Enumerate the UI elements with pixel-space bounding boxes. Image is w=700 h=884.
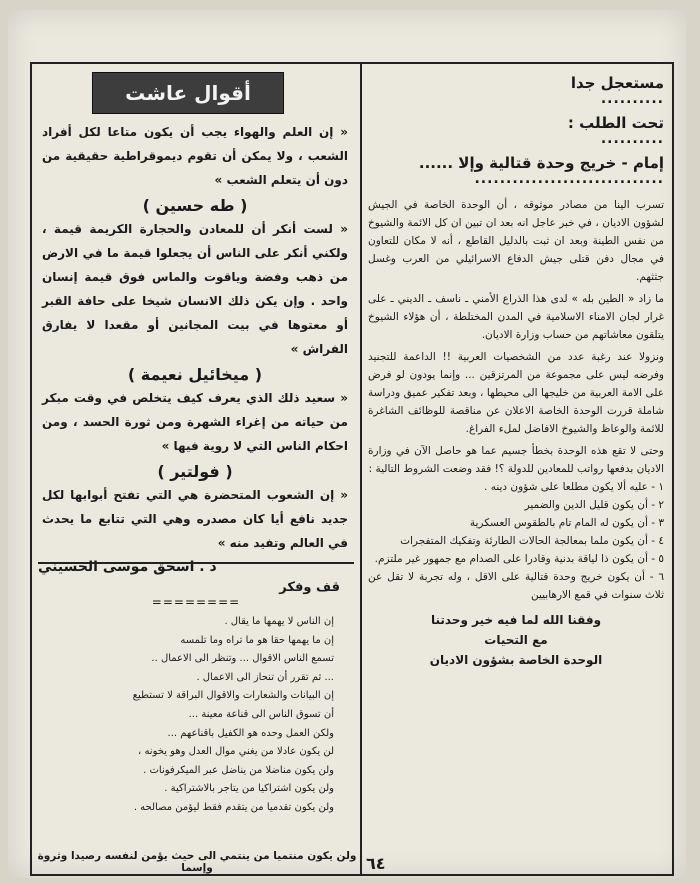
poem-line: إن ما يهمها حقا هو ما تراه وما تلمسه <box>180 634 334 646</box>
quote-voltaire: « سعيد ذلك الذي يعرف كيف يتخلص في وقت مبكر من حياته من إغراء الشهرة ومن ثورة الحسد ، ومن احكام الناس التي لا روية فيها » <box>42 391 348 453</box>
closing-wish: وفقنا الله لما فيه خير وحدتنا <box>430 613 602 627</box>
dots-2: .......... <box>600 131 664 147</box>
condition-4: ٤ - أن يكون ملما بمعالجة الحالات الطارئة وتفكيك المتفجرات <box>400 535 664 547</box>
poem-line: إن الناس لا يهمها ما يقال . <box>224 616 334 627</box>
quotes-banner: أقوال عاشت <box>92 72 284 114</box>
quote-mikhail-naimy: « لست أنكر أن للمعادن والحجارة الكريمة قيمة ، ولكني أنكر على الناس أن يجعلوا قيمة ما في الارض من ذهب وفضة وياقوت والماس فوق قيمة إنسان واحد . وإن يكن ذلك الانسان شيخا على حافة القبر أو معتوها في بيت المجانين أو مقعدا لا يفارق الفراش » <box>42 222 348 356</box>
author-mikhail-naimy: ( ميخائيل نعيمة ) <box>127 365 263 384</box>
poem-line: ولن يكون مناضلا من يناضل عبر الميكرفونات . <box>143 764 334 776</box>
magazine-page <box>8 10 686 878</box>
poem-line: ولن يكون اشتراكيا من يتاجر بالاشتراكية . <box>164 783 334 795</box>
poem-line: أن تسوق الناس الى قناعة معينة ... <box>188 708 334 720</box>
condition-3: ٣ - أن يكون له المام تام بالطقوس العسكرية <box>469 517 664 529</box>
think-box <box>32 574 360 818</box>
closing-regards: مع التحيات <box>484 633 548 647</box>
paragraph-2: ما زاد « الطين بله » لدى هذا الذراع الأمني ـ ناسف ـ الديني ـ على غرار لجان الامناء الاسلامية في المدن المختلطة ، أن هؤلاء الشيوخ يتلقون معاشاتهم من حساب وزارة الاديان. <box>368 293 664 341</box>
quote-husseini: « إن الشعوب المتحضرة هي التي تفتح أبوابها لكل جديد نافع أيا كان مصدره وهي التي تتابع ما يحدث في العالم وتفيد منه » <box>42 488 348 550</box>
paragraph-4: وحتى لا تقع هذه الوحدة بخطأ جسيم عما هو حاصل الآن في وزارة الاديان بدفعها رواتب للمعادين للدولة ؟! فقد وضعت الشروط التالية : <box>368 445 664 475</box>
poem-title: قف وفكر <box>279 580 340 595</box>
condition-1: ١ - عليه ألا يكون مطلعا على شؤون دينه . <box>484 481 664 493</box>
quote-taha-hussein: « إن العلم والهواء يجب أن يكون متاعا لكل أفراد الشعب ، ولا يمكن أن تقوم ديموقراطية حقيقية من دون أن يتعلم الشعب » <box>42 125 348 187</box>
poem-line: لن يكون عادلا من يغني موال العدل وهو يخونه ، <box>138 746 334 758</box>
poem-last-line: ولن يكون منتميا من ينتمي الى حيث يؤمن لنفسه رصيدا وثروة وإسما <box>37 850 357 874</box>
closing-signature: الوحدة الخاصة بشؤون الاديان <box>429 653 603 667</box>
headline-imam: إمام - خريج وحدة قتالية وإلا ...... <box>418 154 664 172</box>
content-frame <box>30 62 674 876</box>
announcement-column <box>368 70 664 670</box>
condition-5: ٥ - أن يكون ذا لياقة بدنية وقادرا على الصدام مع جمهور غير ملتزم. <box>374 553 664 565</box>
column-divider <box>360 64 362 874</box>
dots-3: .............................. <box>474 171 664 187</box>
section-divider <box>38 562 354 564</box>
paragraph-3: ونزولا عند رغبة عدد من الشخصيات العربية !! الداعمة للتجنيد وفرضه ليس على مجموعة من المرتزقين ... وإنما يودون لو فرض على الامة العربية من خليجها الى محيطها ، وبعد تفكير عميق ودراسة شاملة قررت الوحدة الخاصة الاعلان عن مناقصة للوظائف الشاغرة للائمة والوعاظ والشيوخ الافاضل لملء الفراغ. <box>368 351 664 435</box>
poem-line: ... ثم تقرر أن تنحاز الى الاعمال . <box>196 671 334 683</box>
page-number: ٦٤ <box>366 854 386 873</box>
author-taha-hussein: ( طه حسين ) <box>142 196 248 215</box>
poem-line: ولن يكون تقدميا من يتقدم فقط ليؤمن مصالحه . <box>133 801 334 813</box>
poem-underline: ======== <box>151 595 241 609</box>
author-husseini: د . اسحق موسى الحسيني <box>38 559 217 575</box>
condition-6: ٦ - أن يكون خريج وحدة قتالية على الاقل ، وله تجربة لا تقل عن ثلاث سنوات في قمع الارهابيين <box>368 571 664 601</box>
poem-line: ولكن العمل وحده هو الكفيل باقناعهم ... <box>167 727 334 739</box>
dots-1: .......... <box>600 91 664 107</box>
author-voltaire: ( فولتير ) <box>157 462 233 481</box>
poem-line: تسمع الناس الاقوال ... وتنظر الى الاعمال .. <box>151 653 334 665</box>
headline-urgent: مستعجل جدا <box>570 74 664 92</box>
quotes-column <box>38 72 352 575</box>
poem-line: إن البيانات والشعارات والاقوال البراقة لا تستطيع <box>132 690 334 702</box>
condition-2: ٢ - أن يكون قليل الدين والضمير <box>524 499 664 511</box>
paragraph-1: تسرب الينا من مصادر موثوقه ، أن الوحدة الخاصة في الجيش لشؤون الاديان ، في خبر عاجل انه بعد ان تبين ان كل الائمة والشيوخ من نفس الطينة وبعد ان ثبت بالدليل القاطع ، أنه لا مكان للتعاون في مجال دفن قتلى جيش الدفاع الاسرائيلي من العرب وغسل جثثهم. <box>368 199 664 283</box>
headline-on-demand: تحت الطلب : <box>567 114 664 132</box>
